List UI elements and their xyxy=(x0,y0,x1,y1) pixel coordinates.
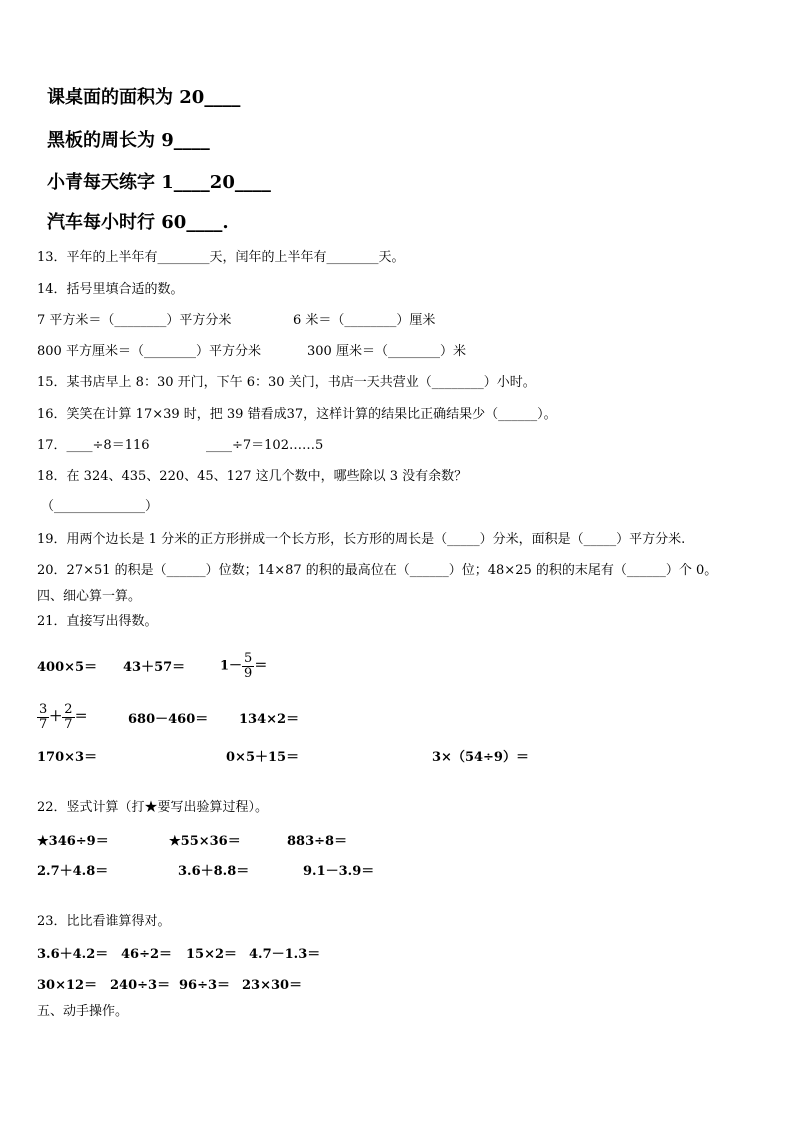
calc-23-1: 3.6＋4.2＝ xyxy=(37,947,109,962)
question-17a: 17．____÷8＝116 xyxy=(37,438,150,453)
question-15: 15．某书店早上 8：30 开门，下午 6：30 关门，书店一天共营业（________）小时。 xyxy=(37,375,536,390)
fraction-numerator: 3 xyxy=(39,702,48,717)
calc-23-8: 23×30＝ xyxy=(242,978,303,993)
calc-22-3: 883÷8＝ xyxy=(287,834,348,849)
question-16: 16．笑笑在计算 17×39 时，把 39 错看成37，这样计算的结果比正确结果少（______）。 xyxy=(37,407,557,422)
calc-21-7: 170×3＝ xyxy=(37,750,98,765)
fraction-denominator: 7 xyxy=(64,717,73,732)
top-item-blackboard-perimeter: 黑板的周长为 9____ xyxy=(47,130,210,151)
calc-23-6: 240÷3＝ xyxy=(110,978,171,993)
top-item-car-speed: 汽车每小时行 60____. xyxy=(47,212,229,233)
calc-21-3-fraction xyxy=(220,652,267,681)
calc-23-4: 4.7－1.3＝ xyxy=(249,947,321,962)
question-14-row2b: 300 厘米＝（________）米 xyxy=(307,344,466,359)
calc-22-6: 9.1－3.9＝ xyxy=(303,864,375,879)
fraction-5-9 xyxy=(242,652,254,681)
section-5-heading: 五、动手操作。 xyxy=(37,1004,129,1019)
calc-21-4-equals: ＝ xyxy=(74,709,88,725)
calc-21-4-fraction xyxy=(37,703,88,732)
question-18: 18．在 324、435、220、45、127 这几个数中，哪些除以 3 没有余数？ xyxy=(37,469,468,484)
fraction-numerator: 5 xyxy=(244,651,253,666)
calc-21-6: 134×2＝ xyxy=(239,712,300,727)
calc-22-4: 2.7＋4.8＝ xyxy=(37,864,109,879)
fraction-3-7 xyxy=(37,703,49,732)
top-item-writing-practice: 小青每天练字 1____20____ xyxy=(47,172,271,193)
question-19: 19．用两个边长是 1 分米的正方形拼成一个长方形，长方形的周长是（_____）分米，面积是（_____）平方分米. xyxy=(37,532,686,547)
question-18-answer-blank: （______________） xyxy=(41,499,159,514)
calc-21-5: 680－460＝ xyxy=(128,712,209,727)
calc-23-7: 96÷3＝ xyxy=(179,978,231,993)
fraction-denominator: 9 xyxy=(244,666,253,681)
question-21-title: 21．直接写出得数。 xyxy=(37,614,158,629)
calc-23-5: 30×12＝ xyxy=(37,978,98,993)
question-23-title: 23．比比看谁算得对。 xyxy=(37,914,171,929)
question-22-title: 22．竖式计算（打★要写出验算过程）。 xyxy=(37,800,269,815)
fraction-denominator: 7 xyxy=(39,717,48,732)
calc-21-3-equals: ＝ xyxy=(254,658,268,674)
fraction-numerator: 2 xyxy=(64,702,73,717)
calc-21-8: 0×5＋15＝ xyxy=(226,750,300,765)
calc-21-2: 43＋57＝ xyxy=(123,660,186,675)
question-13: 13．平年的上半年有________天，闰年的上半年有________天。 xyxy=(37,250,405,265)
calc-22-5: 3.6＋8.8＝ xyxy=(178,864,250,879)
question-14-row1a: 7 平方米＝（________）平方分米 xyxy=(37,313,232,328)
calc-22-2: ★55×36＝ xyxy=(169,834,241,849)
question-14-row1b: 6 米＝（________）厘米 xyxy=(293,313,436,328)
calc-21-3-lead: 1－ xyxy=(220,658,243,674)
question-20: 20．27×51 的积是（______）位数；14×87 的积的最高位在（______）位；48×25 的积的末尾有（______）个 0。 xyxy=(37,563,718,578)
calc-23-2: 46÷2＝ xyxy=(121,947,173,962)
calc-23-3: 15×2＝ xyxy=(186,947,238,962)
question-17b: ____÷7＝102……5 xyxy=(206,438,324,453)
fraction-2-7 xyxy=(62,703,74,732)
calc-21-9: 3×（54÷9）＝ xyxy=(432,750,529,765)
question-14-row2a: 800 平方厘米＝（________）平方分米 xyxy=(37,344,261,359)
top-item-desk-area: 课桌面的面积为 20____ xyxy=(47,87,241,108)
calc-21-1: 400×5＝ xyxy=(37,660,98,675)
plus-sign: ＋ xyxy=(49,709,63,725)
calc-22-1: ★346÷9＝ xyxy=(37,834,109,849)
question-14-title: 14．括号里填合适的数。 xyxy=(37,282,184,297)
section-4-heading: 四、细心算一算。 xyxy=(37,589,142,604)
